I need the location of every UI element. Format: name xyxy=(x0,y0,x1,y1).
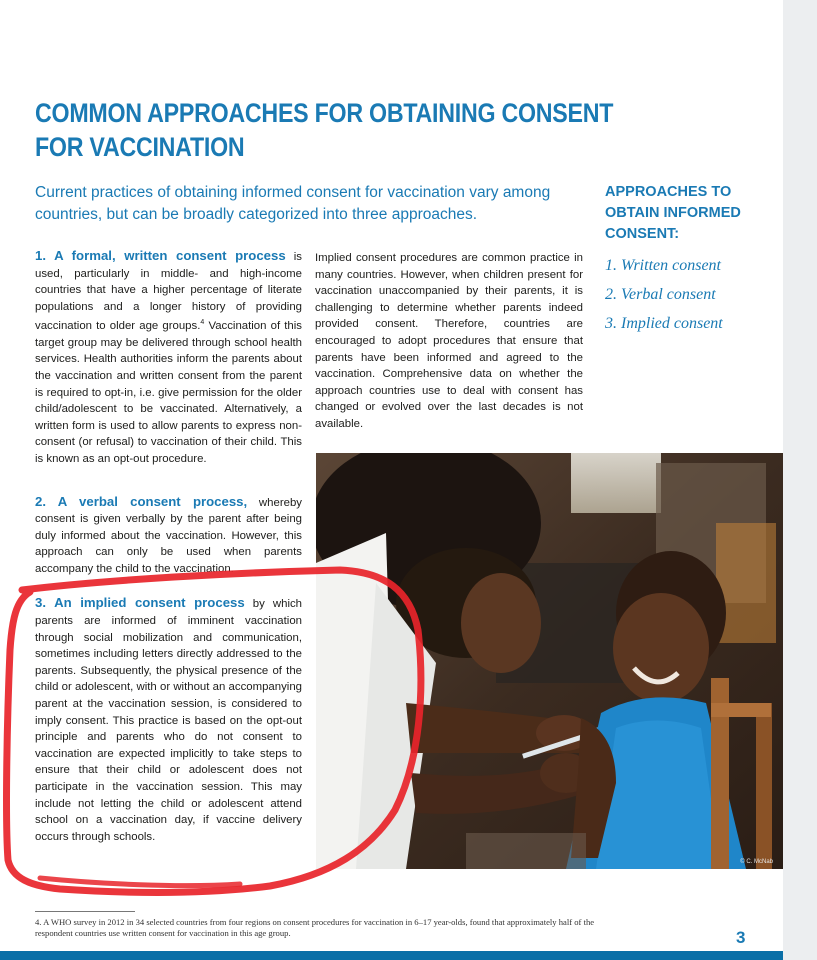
sidebar-heading xyxy=(605,182,775,245)
approach-item-verbal: 2. Verbal consent xyxy=(605,286,716,303)
lede-paragraph: Current practices of obtaining informed consent for vaccination vary among countries, but can be broadly categorized into three approaches. xyxy=(35,184,551,223)
footnote-ref: 4 xyxy=(200,319,205,327)
sidebar-heading-line-3: CONSENT: xyxy=(605,226,680,242)
section-verbal-body: whereby consent is given verbally by the parent after being duly informed about the vaccination. However, this approach can only be used when parents accompany the child to the vaccination. xyxy=(35,496,302,575)
approach-item-written: 1. Written consent xyxy=(605,257,721,274)
footnote-divider xyxy=(35,911,135,912)
sidebar-heading-line-1: APPROACHES TO xyxy=(605,184,732,200)
page-number: 3 xyxy=(736,928,746,947)
vaccination-photo-illustration xyxy=(316,453,783,869)
bottom-accent-bar xyxy=(0,951,783,960)
section-implied-body: by which parents are informed of imminent vaccination through social mobilization and communication, sometimes including letters directly addressed to the parents. Subsequently, the physical presence of the child or adolescent, with or without an accompanying parent at the vaccination session, is considered to imply consent. This practice is based on the opt-out principle and parents who do not consent to vaccination are expected implicitly to take steps to ensure that their child or adolescent does not participate in the vaccination session. This may include not letting the child or adolescent attend school on a vaccination day, if vaccine delivery occurs through schools. xyxy=(35,598,303,843)
section-implied-lead: 3. An implied consent process xyxy=(35,595,245,611)
approaches-list xyxy=(605,251,775,338)
section-written-consent xyxy=(35,248,302,468)
page-title-line-2: FOR VACCINATION xyxy=(35,132,245,162)
sidebar-heading-line-2: OBTAIN INFORMED xyxy=(605,205,741,221)
section-verbal-lead: 2. A verbal consent process, xyxy=(35,493,248,509)
vaccination-photo xyxy=(316,453,783,869)
section-written-lead: 1. A formal, written consent process xyxy=(35,248,286,263)
section-implied-consent xyxy=(35,595,302,845)
page-edge-background xyxy=(783,0,817,960)
approaches-sidebar xyxy=(605,182,775,338)
section-verbal-consent xyxy=(35,494,302,578)
body-column-2 xyxy=(315,250,583,433)
footnote: 4. A WHO survey in 2012 in 34 selected countries from four regions on consent procedures for vaccination in 6–17 year-olds, found that approximately half of the respondent countries use written consent for vaccination in this age group. xyxy=(35,917,595,938)
approach-item-implied: 3. Implied consent xyxy=(605,315,723,332)
page-title-line-1: COMMON APPROACHES FOR OBTAINING CONSENT xyxy=(35,98,614,128)
implied-consent-discussion: Implied consent procedures are common practice in many countries. However, when children present for vaccination unaccompanied by their parents, it is challenging to determine whether parents indeed provided consent. Therefore, countries are encouraged to adopt procedures that ensure that parents have been informed and agreed to the vaccination. Comprehensive data on whether the approach countries use to deal with consent has changed or evolved over the last decades is not available. xyxy=(315,252,583,430)
photo-credit: © C. McNab xyxy=(740,859,773,865)
body-column-1 xyxy=(35,248,302,845)
section-written-body-continued: Vaccination of this target group may be delivered through school health services. Health authorities inform the parents about the vaccination and written consent from the parent is required to opt-in, i.e. give permission for the older child/adolescent to be vaccinated. Alternatively, a written form is used to allow parents to express non-consent (or refusal) to vaccination of their child. This is known as an opt-out procedure. xyxy=(35,320,302,465)
page-title xyxy=(35,96,614,164)
section-written-body: is used, particularly in middle- and high-income countries that have a higher percentage of literate populations and a longer history of providing vaccination to older age groups. xyxy=(35,251,302,333)
